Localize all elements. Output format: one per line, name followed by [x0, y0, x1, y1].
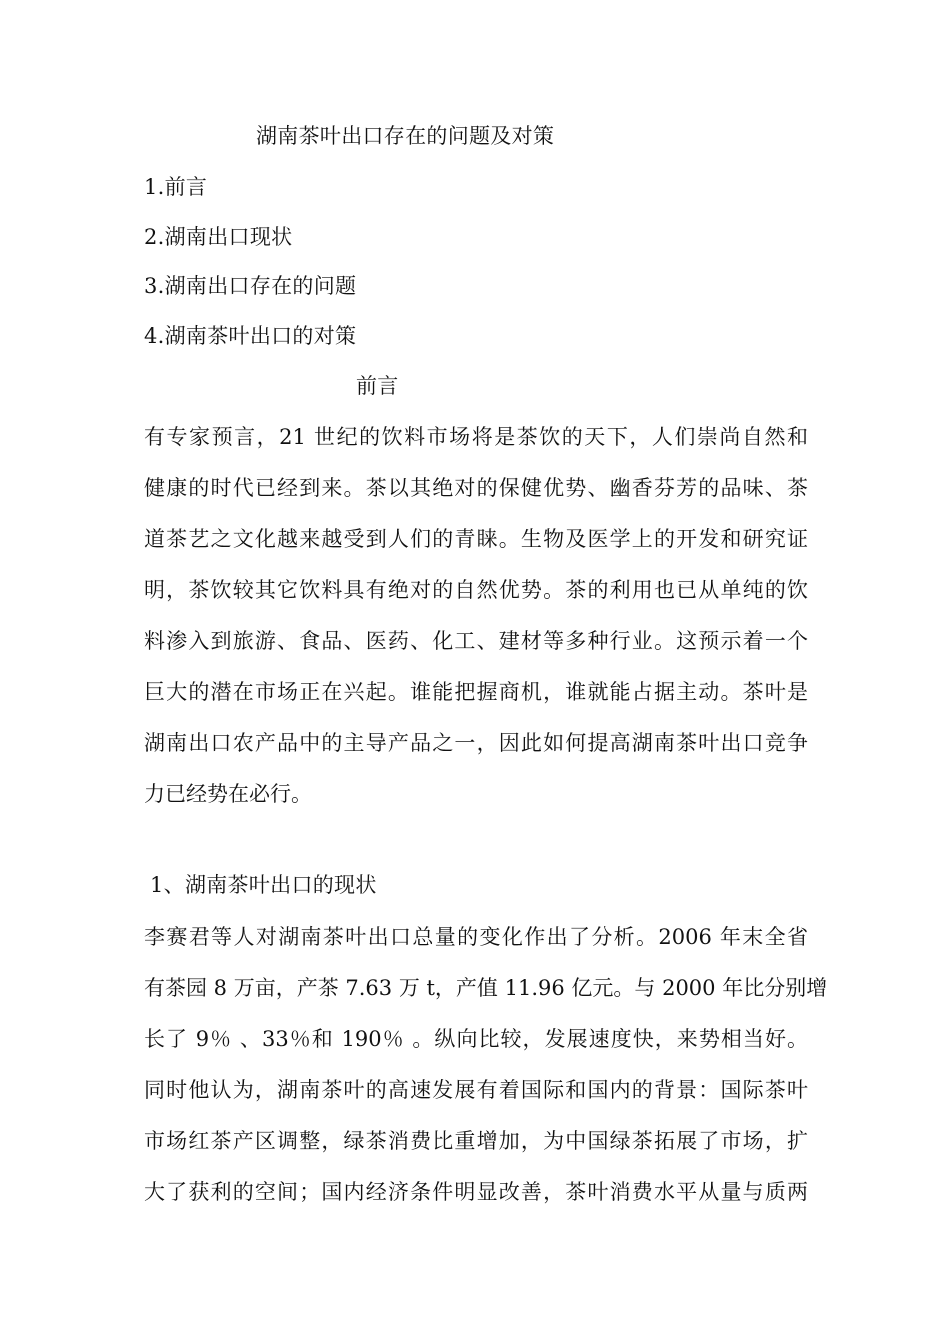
paragraph-line: 力已经势在必行。: [144, 782, 312, 806]
paragraph-line: 湖南出口农产品中的主导产品之一，因此如何提高湖南茶叶出口竞争: [144, 731, 808, 755]
paragraph-line: 巨大的潜在市场正在兴起。谁能把握商机，谁就能占据主动。茶叶是: [144, 680, 808, 704]
paragraph-line: 有专家预言，21 世纪的饮料市场将是茶饮的天下，人们崇尚自然和: [144, 425, 808, 449]
paragraph-line: 健康的时代已经到来。茶以其绝对的保健优势、幽香芬芳的品味、茶: [144, 476, 808, 500]
document-title: 湖南茶叶出口存在的问题及对策: [256, 124, 555, 148]
paragraph-line: 明，茶饮较其它饮料具有绝对的自然优势。茶的利用也已从单纯的饮: [144, 578, 808, 602]
preface-paragraph: [144, 412, 808, 820]
preface-heading: 前言: [356, 374, 399, 398]
section-paragraph: [144, 912, 828, 1218]
paragraph-line: 道茶艺之文化越来越受到人们的青睐。生物及医学上的开发和研究证: [144, 527, 808, 551]
paragraph-line: 同时他认为，湖南茶叶的高速发展有着国际和国内的背景：国际茶叶: [144, 1078, 808, 1102]
paragraph-line: 有茶园 8 万亩，产茶 7.63 万 t，产值 11.96 亿元。与 2000 年比分别增: [144, 976, 828, 1000]
paragraph-line: 市场红茶产区调整，绿茶消费比重增加，为中国绿茶拓展了市场，扩: [144, 1129, 808, 1153]
toc-item-1: 1.前言: [144, 175, 208, 199]
toc-item-3: 3.湖南出口存在的问题: [144, 274, 357, 298]
paragraph-line: 长了 9％ 、33％和 190％ 。纵向比较，发展速度快，来势相当好。: [144, 1027, 808, 1051]
paragraph-line: 李赛君等人对湖南茶叶出口总量的变化作出了分析。2006 年末全省: [144, 925, 808, 949]
toc-item-2: 2.湖南出口现状: [144, 225, 293, 249]
paragraph-line: 大了获利的空间；国内经济条件明显改善，茶叶消费水平从量与质两: [144, 1180, 808, 1204]
section-heading: 1、湖南茶叶出口的现状: [150, 873, 377, 897]
paragraph-line: 料渗入到旅游、食品、医药、化工、建材等多种行业。这预示着一个: [144, 629, 808, 653]
toc-item-4: 4.湖南茶叶出口的对策: [144, 324, 357, 348]
